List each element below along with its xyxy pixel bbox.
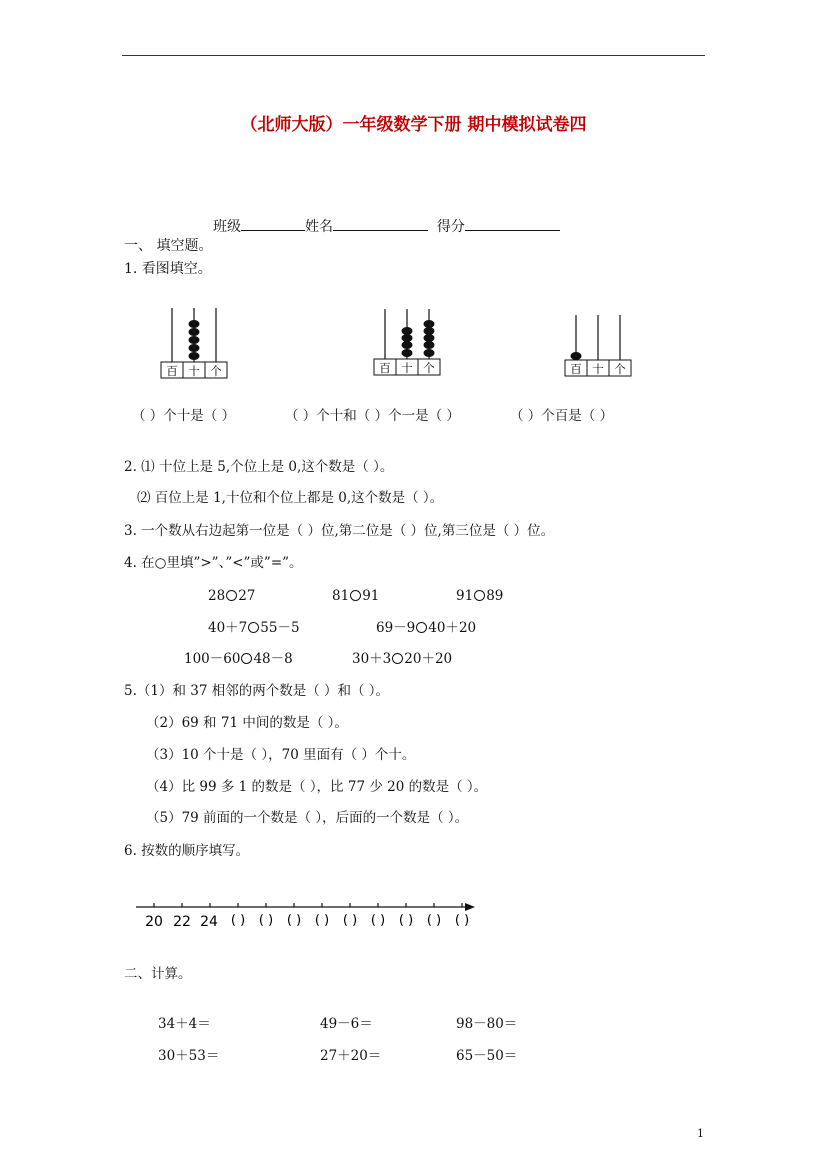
question-5-1[interactable]: 5.（1）和 37 相邻的两个数是（ ）和（ ）。 xyxy=(124,683,390,699)
question-2a[interactable]: 2. ⑴ 十位上是 5,个位上是 0,这个数是（ ）。 xyxy=(124,459,394,475)
abacus-bead xyxy=(424,334,435,342)
number-line-blank[interactable]: ( ) xyxy=(454,913,470,928)
student-info-line xyxy=(213,216,560,235)
name-label: 姓名 xyxy=(305,219,333,235)
calc-item[interactable]: 98－80＝ xyxy=(456,1016,518,1032)
calc-item[interactable]: 65－50＝ xyxy=(456,1048,518,1064)
compare-circle[interactable] xyxy=(241,653,252,664)
abacus-bead xyxy=(424,349,435,357)
number-line-value: 24 xyxy=(200,914,218,930)
number-line-blank[interactable]: ( ) xyxy=(286,913,302,928)
svg-text:个: 个 xyxy=(614,362,626,376)
abacus-bead xyxy=(424,320,435,328)
compare-item: 100－60 48－8 xyxy=(184,651,293,667)
compare-circle[interactable] xyxy=(474,590,485,601)
question-2b[interactable]: ⑵ 百位上是 1,十位和个位上都是 0,这个数是（ ）。 xyxy=(137,490,444,506)
svg-text:十: 十 xyxy=(592,362,604,376)
compare-item: 30＋3 20＋20 xyxy=(352,651,453,667)
abacus-label-ones: 个 xyxy=(210,364,222,378)
compare-item: 81 91 xyxy=(332,588,380,604)
score-label: 得分 xyxy=(436,219,465,235)
abacus-3 xyxy=(564,310,632,382)
abacus-2 xyxy=(373,303,441,381)
calc-item[interactable]: 27＋20＝ xyxy=(320,1048,382,1064)
abacus-bead xyxy=(189,336,200,344)
compare-item: 91 89 xyxy=(456,588,504,604)
page-title: （北师大版）一年级数学下册 期中模拟试卷四 xyxy=(240,115,587,135)
compare-circle[interactable] xyxy=(248,622,259,633)
svg-text:个: 个 xyxy=(423,361,435,375)
compare-item: 69－9 40＋20 xyxy=(376,620,477,636)
compare-item: 40＋7 55－5 xyxy=(208,620,300,636)
class-blank[interactable] xyxy=(241,216,305,231)
number-line-blank[interactable]: ( ) xyxy=(258,913,274,928)
abacus-bead xyxy=(189,344,200,352)
section-1-heading: 一、 填空题。 xyxy=(124,238,213,254)
number-line-arrow xyxy=(465,903,475,911)
question-6-label: 6. 按数的顺序填写。 xyxy=(124,843,250,859)
abacus-bead xyxy=(571,352,582,360)
section-2-heading: 二、计算。 xyxy=(124,966,192,982)
header-rule xyxy=(122,55,705,56)
svg-text:百: 百 xyxy=(570,362,582,376)
abacus-bead xyxy=(424,341,435,349)
question-5-3[interactable]: （3）10 个十是（ ），70 里面有（ ）个十。 xyxy=(146,747,416,763)
class-label: 班级 xyxy=(213,219,241,235)
svg-text:十: 十 xyxy=(401,361,413,375)
compare-circle[interactable] xyxy=(350,590,361,601)
number-line-blank[interactable]: ( ) xyxy=(314,913,330,928)
question-3[interactable]: 3. 一个数从右边起第一位是（ ）位,第二位是（ ）位,第三位是（ ）位。 xyxy=(124,523,555,539)
number-line-blank[interactable]: ( ) xyxy=(370,913,386,928)
calc-item[interactable]: 30＋53＝ xyxy=(158,1048,220,1064)
abacus-bead xyxy=(402,349,413,357)
abacus-1-caption[interactable]: （ ）个十是（ ） xyxy=(132,408,236,424)
question-1-label: 1. 看图填空。 xyxy=(124,261,212,277)
score-blank[interactable] xyxy=(465,216,560,231)
abacus-label-hundreds: 百 xyxy=(166,364,178,378)
page-number: 1 xyxy=(697,1127,704,1140)
number-line-value: 22 xyxy=(173,914,191,930)
abacus-bead xyxy=(189,352,200,360)
number-line-value: 20 xyxy=(145,914,163,930)
number-line-blank[interactable]: ( ) xyxy=(230,913,246,928)
calc-item[interactable]: 49－6＝ xyxy=(320,1016,373,1032)
compare-circle[interactable] xyxy=(392,653,403,664)
question-5-4[interactable]: （4）比 99 多 1 的数是（ ），比 77 少 20 的数是（ ）。 xyxy=(146,779,488,795)
svg-text:百: 百 xyxy=(379,361,391,375)
abacus-bead xyxy=(424,327,435,335)
abacus-bead xyxy=(189,328,200,336)
compare-circle[interactable] xyxy=(416,622,427,633)
name-blank[interactable] xyxy=(333,216,428,231)
number-line-blank[interactable]: ( ) xyxy=(426,913,442,928)
abacus-1 xyxy=(160,300,228,382)
abacus-bead xyxy=(189,320,200,328)
abacus-3-caption[interactable]: （ ）个百是（ ） xyxy=(510,408,614,424)
compare-item: 28 27 xyxy=(208,588,256,604)
number-line xyxy=(134,895,479,931)
abacus-bead xyxy=(402,341,413,349)
question-4-label: 4. 在○里填”>”、”<”或”=”。 xyxy=(124,555,303,571)
number-line-blank[interactable]: ( ) xyxy=(342,913,358,928)
question-5-5[interactable]: （5）79 前面的一个数是（ ），后面的一个数是（ ）。 xyxy=(146,810,469,826)
compare-circle[interactable] xyxy=(226,590,237,601)
question-5-2[interactable]: （2）69 和 71 中间的数是（ ）。 xyxy=(146,715,348,731)
abacus-bead xyxy=(402,327,413,335)
abacus-2-caption[interactable]: （ ）个十和（ ）个一是（ ） xyxy=(285,408,460,424)
abacus-label-tens: 十 xyxy=(188,364,200,378)
calc-item[interactable]: 34＋4＝ xyxy=(158,1016,211,1032)
number-line-blank[interactable]: ( ) xyxy=(398,913,414,928)
abacus-bead xyxy=(402,334,413,342)
